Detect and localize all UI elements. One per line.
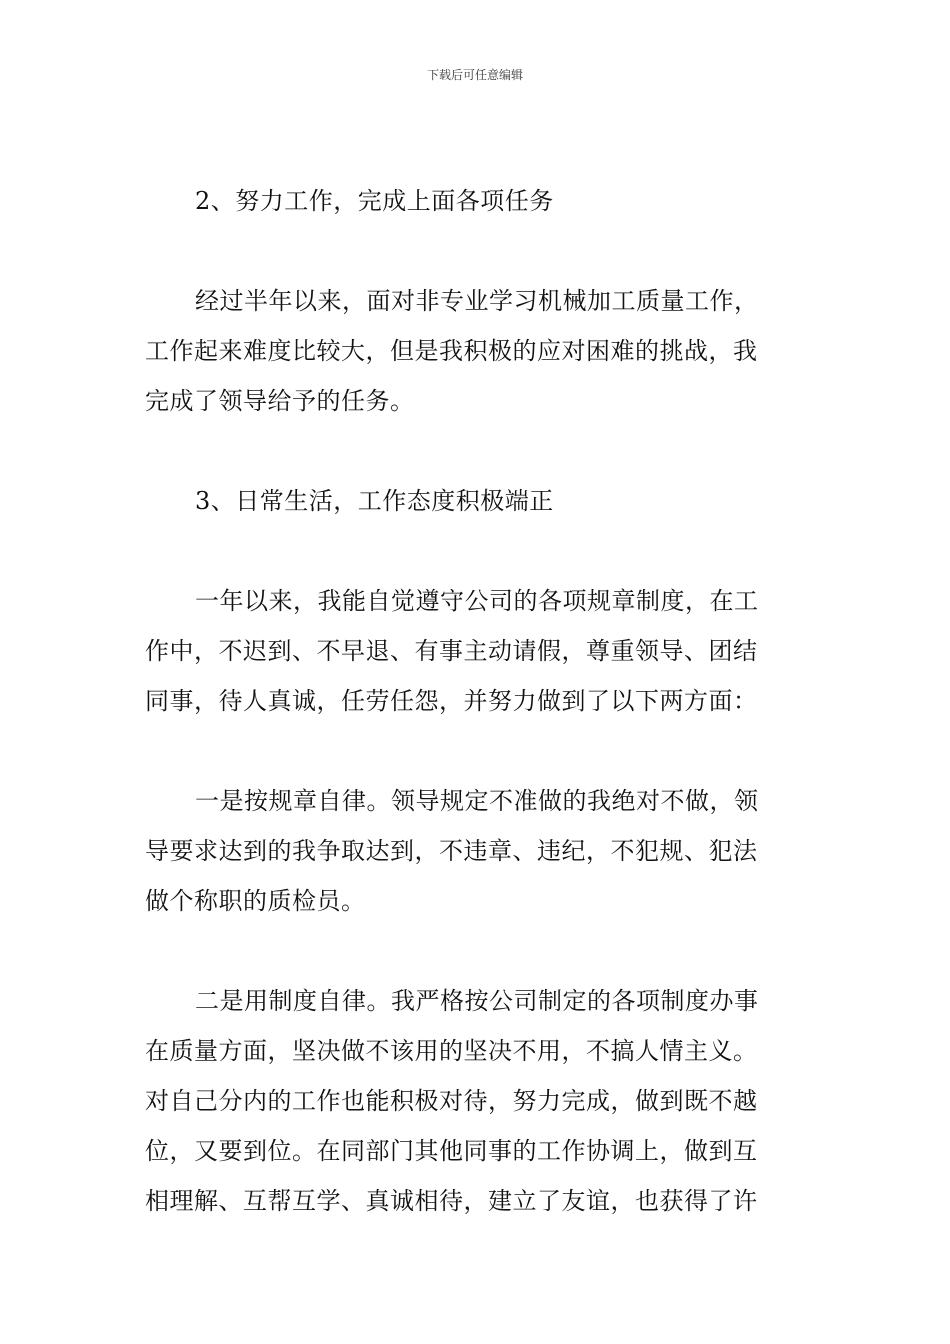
paragraph-line: 做个称职的质检员。 [145,887,366,915]
paragraph-system [145,976,809,1226]
paragraph-line: 同事，待人真诚，任劳任怨，并努力做到了以下两方面： [145,687,758,715]
paragraph-line: 工作起来难度比较大，但是我积极的应对困难的挑战，我 [145,337,758,365]
paragraph-attitude [145,576,809,726]
paragraph-line: 在质量方面，坚决做不该用的坚决不用，不搞人情主义。 [145,1037,758,1065]
paragraph-line: 完成了领导给予的任务。 [145,387,415,415]
paragraph-line: 二是用制度自律。我严格按公司制定的各项制度办事 [195,987,759,1015]
paragraph-rules [145,776,809,926]
heading-3 [145,476,809,526]
paragraph-line: 一年以来，我能自觉遵守公司的各项规章制度，在工 [195,587,759,615]
heading-line: 3、日常生活，工作态度积极端正 [195,487,554,515]
paragraph-line: 作中，不迟到、不早退、有事主动请假，尊重领导、团结 [145,637,758,665]
paragraph-line: 对自己分内的工作也能积极对待，努力完成，做到既不越 [145,1087,758,1115]
heading-line: 2、努力工作，完成上面各项任务 [195,187,554,215]
paragraph-line: 相理解、互帮互学、真诚相待，建立了友谊，也获得了许 [145,1187,758,1215]
paragraph-progress [145,276,809,426]
paragraph-line: 位，又要到位。在同部门其他同事的工作协调上，做到互 [145,1137,758,1165]
heading-2 [145,176,809,226]
paragraph-line: 导要求达到的我争取达到，不违章、违纪，不犯规、犯法 [145,837,758,865]
document-body [145,176,809,1226]
paragraph-line: 经过半年以来，面对非专业学习机械加工质量工作， [195,287,759,315]
header-note: 下载后可任意编辑 [426,68,523,82]
paragraph-line: 一是按规章自律。领导规定不准做的我绝对不做，领 [195,787,759,815]
